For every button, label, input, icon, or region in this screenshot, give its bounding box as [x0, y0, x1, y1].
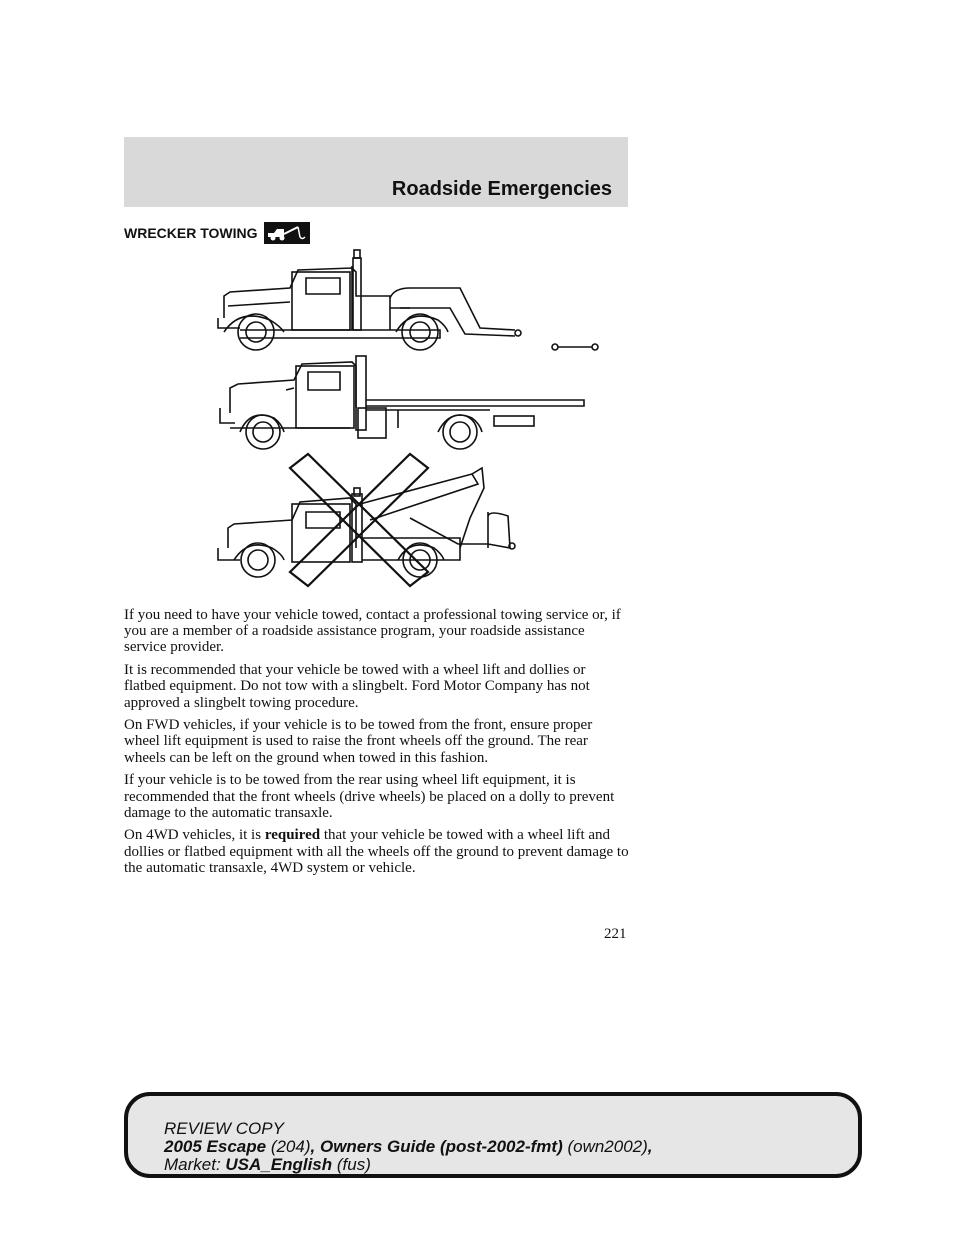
footer-model-code: (204) — [266, 1137, 311, 1156]
footer-market: USA_English — [225, 1155, 333, 1174]
footer-market-code: (fus) — [332, 1155, 371, 1174]
body-text — [124, 607, 630, 883]
section-heading — [124, 222, 310, 244]
page-title: Roadside Emergencies — [391, 178, 612, 200]
footer-model: 2005 Escape — [164, 1137, 267, 1156]
section-heading-text: WRECKER TOWING — [124, 225, 258, 241]
paragraph: On FWD vehicles, if your vehicle is to be towed from the front, ensure proper wheel lift equipment is used to raise the front wheels off the ground. The rear wheels can be left on the ground when towed in this fashion. — [124, 717, 593, 766]
footer-market-label: Market: — [164, 1155, 226, 1174]
page-number: 221 — [604, 926, 627, 942]
flatbed-truck-illustration — [220, 356, 584, 449]
tow-truck-icon — [264, 222, 310, 244]
footer-separator: , — [310, 1137, 320, 1156]
footer-separator: , — [647, 1137, 653, 1156]
footer-market-line — [164, 1156, 653, 1174]
footer-review-copy: REVIEW COPY — [164, 1119, 284, 1138]
header-band — [124, 137, 628, 207]
slingbelt-truck-illustration — [218, 454, 515, 586]
paragraph — [124, 827, 630, 876]
paragraph: If you need to have your vehicle towed, contact a professional towing service or, if you are a member of a roadside assistance program, your roadside assistance service provider. — [124, 607, 621, 656]
prohibited-x-mark — [290, 454, 428, 586]
towing-illustration — [210, 248, 610, 593]
wheel-lift-truck-illustration — [218, 250, 598, 350]
paragraph-text: that your vehicle be towed with a wheel lift and dollies or flatbed equipment with all the wheels off the ground to prevent damage to the automatic transaxle, 4WD system or vehicle. — [124, 827, 629, 876]
footer-guide: Owners Guide (post-2002-fmt) — [319, 1137, 563, 1156]
paragraph: It is recommended that your vehicle be towed with a wheel lift and dollies or flatbed equipment. Do not tow with a slingbelt. Ford Motor Company has not approved a slingbelt towing procedure. — [124, 662, 590, 711]
paragraph-text: On 4WD vehicles, it is — [124, 827, 265, 844]
footer-model-line — [164, 1138, 653, 1156]
footer-guide-code: (own2002) — [562, 1137, 648, 1156]
review-footer — [124, 1092, 862, 1178]
footer-text — [164, 1120, 653, 1174]
paragraph: If your vehicle is to be towed from the rear using wheel lift equipment, it is recommended that the front wheels (drive wheels) be placed on a dolly to prevent damage to the automatic transaxle. — [124, 772, 615, 821]
paragraph-emphasis: required — [264, 827, 321, 844]
